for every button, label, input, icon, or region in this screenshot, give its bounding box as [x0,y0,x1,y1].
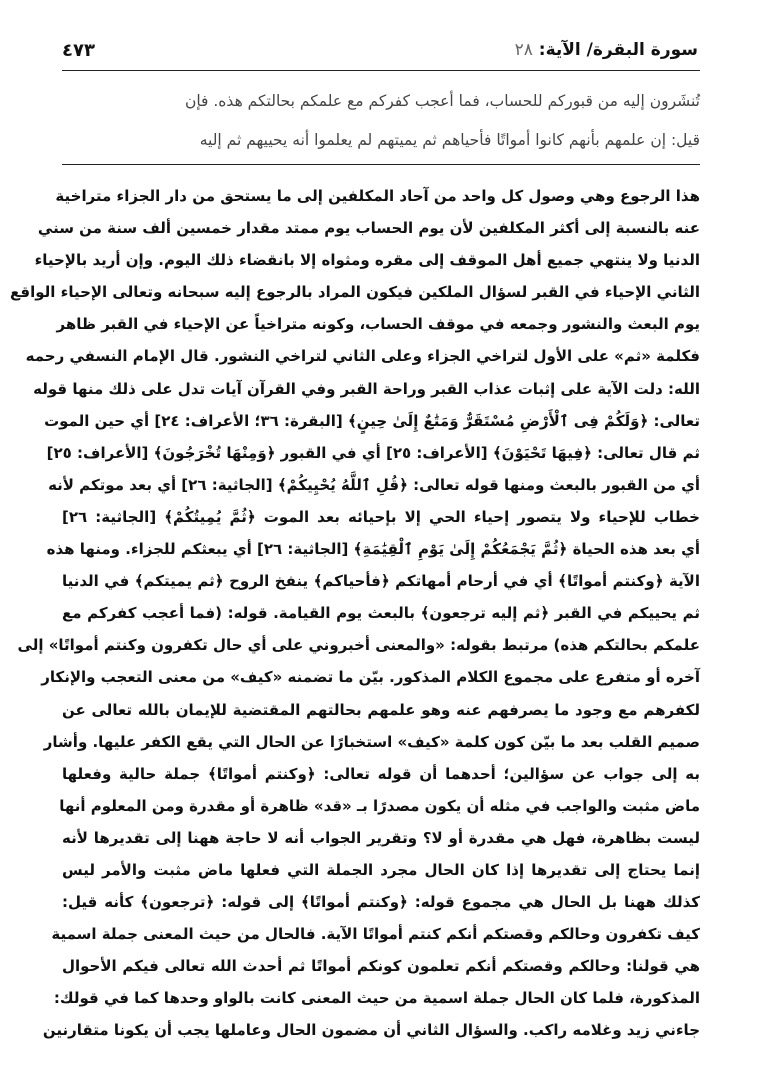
body-line: ليست بظاهرة، فهل هي مقدرة أو لا؟ وتقرير الجواب أنه لا حاجة ههنا إلى تقديرها لأنه [62,828,700,847]
page-number: ٤٧٣ [62,40,95,61]
running-title [515,40,698,60]
body-line: كذلك ههنا بل الحال هي مجموع قوله: ﴿وكنتم أمواتًا﴾ إلى قوله: ﴿ترجعون﴾ كأنه قيل: [62,893,700,912]
body-line: به إلى جواب عن سؤالين؛ أحدهما أن قوله تعالى: ﴿وكنتم أمواتًا﴾ جملة حالية وفعلها [62,764,700,783]
commentary-line: تُنشَرون إليه من قبوركم للحساب، فما أعجب كفركم مع علمكم بحالتكم هذه. فإن [184,92,700,110]
commentary-line: قيل: إن علمهم بأنهم كانوا أمواتًا فأحياهم ثم يميتهم لم يعلموا أنه يحييهم ثم إليه [199,131,700,149]
body-line: الله: دلت الآية على إثبات عذاب القبر وراحة القبر وفي القرآن آيات تدل على ذلك منها قوله [33,379,700,398]
body-line: أي بعد هذه الحياة ﴿ثُمَّ يَجْمَعُكُمْ إِلَىٰ يَوْمِ ٱلْقِيَٰمَةِ﴾ [الجاثية: ٢٦] أي يبعثكم للجزاء. ومنها هذه [46,540,700,559]
body-line: ثم يحييكم في القبر ﴿ثم إليه ترجعون﴾ بالبعث يوم القيامة. قوله: (فما أعجب كفركم مع [62,604,700,623]
body-line: تعالى: ﴿وَلَكُمْ فِى ٱلْأَرْضِ مُسْتَقَرٌّ وَمَتَٰعٌ إِلَىٰ حِينٍ﴾ [البقرة: ٣٦؛ الأعراف: ٢٤] أي حين الموت [44,411,700,430]
body-line: عنه بالنسبة إلى أكثر المكلفين لأن يوم الحساب يوم ممتد مقدار خمسين ألف سنة من سني [37,219,700,238]
body-line: هذا الرجوع وهي وصول كل واحد من آحاد المكلفين إلى ما يستحق من دار الجزاء متراخية [55,187,700,205]
body-line: المذكورة، فلما كان الحال جملة اسمية من حيث المعنى كانت بالواو وحدها كما في قولك: [53,989,700,1008]
section-divider [62,164,700,165]
body-line: الدنيا ولا ينتهي جميع أهل الموقف إلى مقره ومثواه إلا بانقضاء ذلك اليوم. وإن أريد بالإحياء [34,251,700,270]
surah-title: سورة البقرة/ الآية: [532,40,698,60]
body-line: صميم القلب بعد ما بيّن كون كلمة «كيف» استخبارًا عن الحال التي يقع الكفر عليها. وأشار [43,732,700,751]
body-line: ثم قال تعالى: ﴿فِيهَا تَحْيَوْنَ﴾ [الأعراف: ٢٥] أي في القبور ﴿وَمِنْهَا تُخْرَجُونَ﴾ [الأعراف: ٢٥] [46,443,700,462]
body-line: أي من القبور بالبعث ومنها قوله تعالى: ﴿قُلِ ٱللَّهُ يُحْيِيكُمْ﴾ [الجاثية: ٢٦] أي بعد موتكم لأنه [48,475,700,494]
body-line: الآية ﴿وكنتم أمواتًا﴾ أي في أرحام أمهاتكم ﴿فأحياكم﴾ ينفخ الروح ﴿ثم يميتكم﴾ في الدنيا [62,572,700,591]
body-line: ماض مثبت والواجب في مثله أن يكون مصدرًا بـ «قد» ظاهرة أو مقدرة ومن المعلوم أنها [59,796,700,815]
page-header [62,34,700,71]
body-line: آخره أو متفرع على مجموع الكلام المذكور. بيّن ما تضمنه «كيف» من معنى التعجب والإنكار [41,668,700,687]
body-line: جاءني زيد وغلامه راكب. والسؤال الثاني أن مضمون الحال وعاملها يجب أن يكونا متقارنين [42,1021,700,1040]
body-line: فكلمة «ثم» على الأول لتراخي الجزاء وعلى الثاني لتراخي النشور. قال الإمام النسفي رحمه [25,347,700,366]
top-commentary [62,82,700,160]
body-line: علمكم بحالتكم هذه) مرتبط بقوله: «والمعنى أخبروني على أي حال تكفرون وكنتم أمواتًا» إلى [17,636,700,655]
body-line: الثاني الإحياء في القبر لسؤال الملكين فيكون المراد بالرجوع إليه سبحانه وتعالى الإحياء الواقع [10,283,700,302]
body-line: كيف تكفرون وحالكم وقصتكم أنكم كنتم أمواتًا الآية. فالحال من حيث المعنى جملة اسمية [51,925,700,944]
body-line: هي قولنا: وحالكم وقصتكم أنكم تعلمون كونكم أمواتًا ثم أحدث الله تعالى فيكم الأحوال [62,957,700,976]
body-line: خطاب للإحياء ولا يتصور إحياء الحي إلا بإحيائه بعد الموت ﴿ثُمَّ يُمِيتُكُمْ﴾ [الجاثية: ٢٦] [62,507,700,526]
body-line: إنما يحتاج إلى تقديرها إذا كان الحال مجرد الجملة التي فعلها ماض مثبت والأمر ليس [62,860,700,879]
main-text-body [10,180,700,1047]
body-line: لكفرهم مع وجود ما يصرفهم عنه وهو علمهم بحالتهم المقتضية للإيمان بالله تعالى عن [62,700,700,719]
body-line: يوم البعث والنشور وجمعه في موقف الحساب، وكونه متراخياً عن الإحياء في القبر ظاهر [56,315,700,334]
verse-number: ٢٨ [514,40,533,60]
